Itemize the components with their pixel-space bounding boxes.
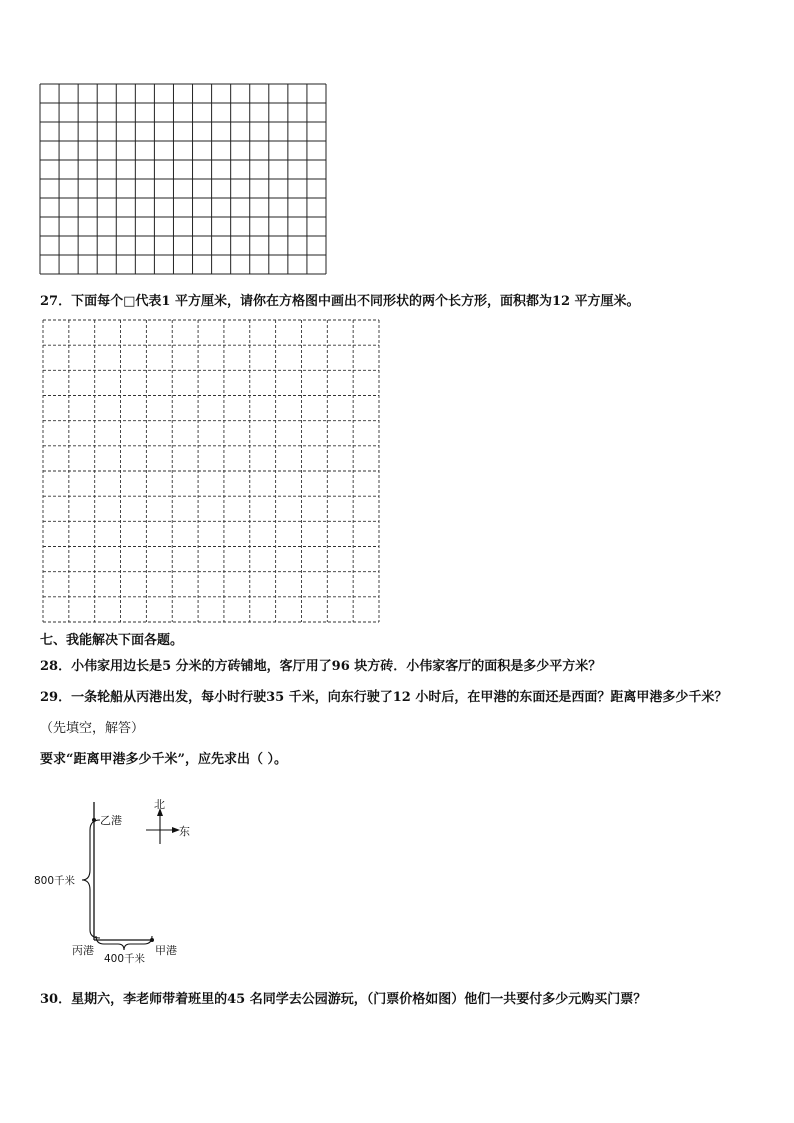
solid-grid bbox=[38, 82, 328, 276]
question-27: 27．下面每个□代表1 平方厘米，请你在方格图中画出不同形状的两个长方形，面积都为12 平方厘米。 bbox=[40, 294, 640, 309]
question-29-note: （先填空，解答） bbox=[40, 721, 145, 736]
port-c-label: 丙港 bbox=[72, 944, 94, 957]
port-b-marker bbox=[92, 818, 96, 822]
question-28: 28．小伟家用边长是5 分米的方砖铺地，客厅用了96 块方砖．小伟家客厅的面积是多少平方米？ bbox=[40, 659, 602, 674]
horizontal-brace bbox=[96, 936, 152, 950]
question-29: 29．一条轮船从丙港出发，每小时行驶35 千米，向东行驶了12 小时后，在甲港的东面还是西面？距离甲港多少千米？ bbox=[40, 690, 728, 705]
vertical-brace bbox=[82, 820, 100, 938]
east-label: 东 bbox=[179, 825, 190, 838]
port-map bbox=[30, 790, 210, 970]
north-label: 北 bbox=[154, 798, 165, 811]
section-7-title: 七、我能解决下面各题。 bbox=[40, 633, 184, 648]
port-a-label: 甲港 bbox=[155, 944, 177, 957]
question-30: 30．星期六，李老师带着班里的45 名同学去公园游玩，（门票价格如图）他们一共要付多少元购买门票？ bbox=[40, 992, 647, 1007]
horizontal-distance-label: 400千米 bbox=[104, 953, 146, 965]
vertical-distance-label: 800千米 bbox=[34, 875, 76, 887]
question-29-requirement: 要求“距离甲港多少千米”，应先求出（ ）。 bbox=[40, 752, 287, 767]
port-b-label: 乙港 bbox=[100, 814, 122, 827]
compass-icon bbox=[146, 808, 180, 844]
dashed-grid bbox=[41, 318, 381, 624]
port-a-marker bbox=[150, 938, 154, 942]
